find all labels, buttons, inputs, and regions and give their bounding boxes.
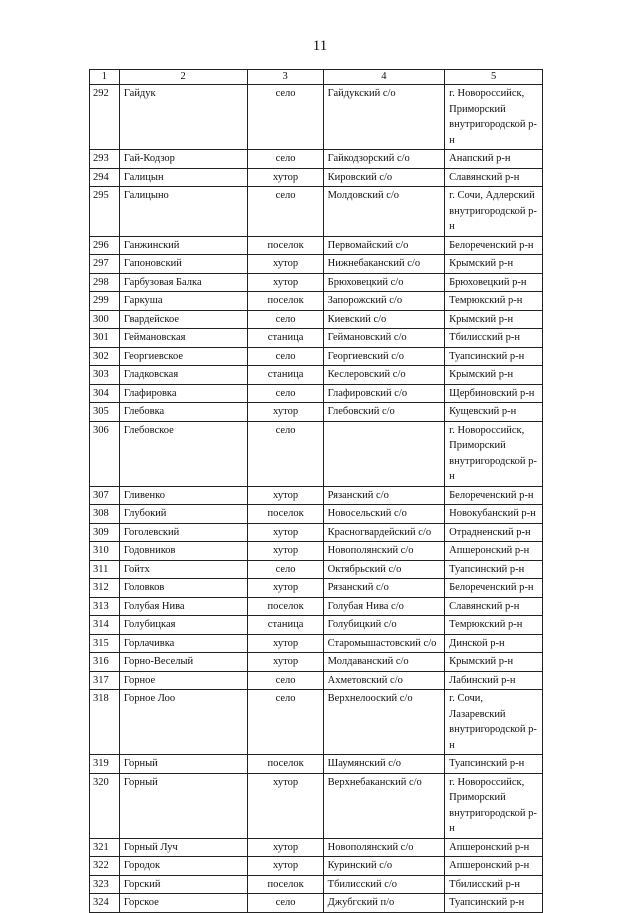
council: Новополянский с/о bbox=[323, 542, 444, 561]
district: Темрюкский р-н bbox=[445, 292, 543, 311]
row-number: 317 bbox=[90, 671, 120, 690]
settlement-type: хутор bbox=[247, 168, 323, 187]
settlement-type: хутор bbox=[247, 634, 323, 653]
district: Белореченский р-н bbox=[445, 486, 543, 505]
row-number: 299 bbox=[90, 292, 120, 311]
settlement-type: село bbox=[247, 421, 323, 486]
row-number: 318 bbox=[90, 690, 120, 755]
header-col-1: 1 bbox=[90, 70, 120, 85]
settlement-name: Горское bbox=[119, 894, 247, 913]
council: Голубая Нива с/о bbox=[323, 597, 444, 616]
district: Славянский р-н bbox=[445, 168, 543, 187]
settlement-type: поселок bbox=[247, 292, 323, 311]
district: Славянский р-н bbox=[445, 597, 543, 616]
table-row bbox=[90, 653, 543, 672]
settlement-type: хутор bbox=[247, 403, 323, 422]
table-row bbox=[90, 616, 543, 635]
row-number: 306 bbox=[90, 421, 120, 486]
district: Анапский р-н bbox=[445, 150, 543, 169]
table-row bbox=[90, 310, 543, 329]
row-number: 305 bbox=[90, 403, 120, 422]
district: Туапсинский р-н bbox=[445, 894, 543, 913]
table-row bbox=[90, 597, 543, 616]
settlement-type: село bbox=[247, 187, 323, 237]
settlement-type: хутор bbox=[247, 255, 323, 274]
settlement-type: поселок bbox=[247, 505, 323, 524]
header-col-5: 5 bbox=[445, 70, 543, 85]
district: Темрюкский р-н bbox=[445, 616, 543, 635]
district: Тбилисский р-н bbox=[445, 329, 543, 348]
row-number: 292 bbox=[90, 85, 120, 150]
district: Динской р-н bbox=[445, 634, 543, 653]
settlement-type: хутор bbox=[247, 857, 323, 876]
district: Тбилисский р-н bbox=[445, 875, 543, 894]
table-row bbox=[90, 875, 543, 894]
district: Лабинский р-н bbox=[445, 671, 543, 690]
settlement-type: хутор bbox=[247, 773, 323, 838]
district: Кущевский р-н bbox=[445, 403, 543, 422]
table-row bbox=[90, 403, 543, 422]
table-row bbox=[90, 347, 543, 366]
row-number: 321 bbox=[90, 838, 120, 857]
council: Красногвардейский с/о bbox=[323, 523, 444, 542]
settlement-name: Гай-Кодзор bbox=[119, 150, 247, 169]
row-number: 295 bbox=[90, 187, 120, 237]
settlement-type: хутор bbox=[247, 486, 323, 505]
table-row bbox=[90, 384, 543, 403]
district: Брюховецкий р-н bbox=[445, 273, 543, 292]
settlement-type: село bbox=[247, 560, 323, 579]
settlement-name: Годовников bbox=[119, 542, 247, 561]
settlement-name: Гаркуша bbox=[119, 292, 247, 311]
council: Шаумянский с/о bbox=[323, 755, 444, 774]
table-row bbox=[90, 857, 543, 876]
settlement-type: хутор bbox=[247, 273, 323, 292]
council: Запорожский с/о bbox=[323, 292, 444, 311]
district: г. Сочи, Адлерский внутригородской р-н bbox=[445, 187, 543, 237]
settlement-type: село bbox=[247, 671, 323, 690]
council: Георгиевский с/о bbox=[323, 347, 444, 366]
table-row bbox=[90, 236, 543, 255]
council: Верхнелооский с/о bbox=[323, 690, 444, 755]
settlement-name: Гоголевский bbox=[119, 523, 247, 542]
row-number: 296 bbox=[90, 236, 120, 255]
council: Гайдукский с/о bbox=[323, 85, 444, 150]
settlement-type: станица bbox=[247, 329, 323, 348]
settlement-name: Георгиевское bbox=[119, 347, 247, 366]
table-row bbox=[90, 187, 543, 237]
settlement-name: Глебовское bbox=[119, 421, 247, 486]
row-number: 311 bbox=[90, 560, 120, 579]
district: Апшеронский р-н bbox=[445, 838, 543, 857]
council: Гайкодзорский с/о bbox=[323, 150, 444, 169]
row-number: 308 bbox=[90, 505, 120, 524]
row-number: 298 bbox=[90, 273, 120, 292]
row-number: 322 bbox=[90, 857, 120, 876]
settlement-type: село bbox=[247, 384, 323, 403]
row-number: 310 bbox=[90, 542, 120, 561]
council: Голубицкий с/о bbox=[323, 616, 444, 635]
table-row bbox=[90, 85, 543, 150]
row-number: 304 bbox=[90, 384, 120, 403]
settlement-type: село bbox=[247, 150, 323, 169]
row-number: 316 bbox=[90, 653, 120, 672]
council: Молдаванский с/о bbox=[323, 653, 444, 672]
page-number: 11 bbox=[312, 38, 328, 54]
table-row bbox=[90, 486, 543, 505]
district: Крымский р-н bbox=[445, 366, 543, 385]
settlement-name: Гойтх bbox=[119, 560, 247, 579]
table-row bbox=[90, 292, 543, 311]
settlement-type: село bbox=[247, 347, 323, 366]
row-number: 297 bbox=[90, 255, 120, 274]
settlement-type: поселок bbox=[247, 597, 323, 616]
settlement-type: станица bbox=[247, 616, 323, 635]
district: г. Новороссийск, Приморский внутригородской р-н bbox=[445, 85, 543, 150]
settlement-name: Гайдук bbox=[119, 85, 247, 150]
council: Октябрьский с/о bbox=[323, 560, 444, 579]
settlement-name: Гапоновский bbox=[119, 255, 247, 274]
district: Отрадненский р-н bbox=[445, 523, 543, 542]
row-number: 293 bbox=[90, 150, 120, 169]
council: Новосельский с/о bbox=[323, 505, 444, 524]
table-row bbox=[90, 273, 543, 292]
table-row bbox=[90, 421, 543, 486]
table-row bbox=[90, 329, 543, 348]
row-number: 302 bbox=[90, 347, 120, 366]
settlement-type: хутор bbox=[247, 523, 323, 542]
district: Туапсинский р-н bbox=[445, 755, 543, 774]
table-header bbox=[90, 70, 543, 85]
table-row bbox=[90, 366, 543, 385]
table-row bbox=[90, 755, 543, 774]
settlement-name: Глебовка bbox=[119, 403, 247, 422]
district: Крымский р-н bbox=[445, 310, 543, 329]
district: Крымский р-н bbox=[445, 653, 543, 672]
council: Глебовский с/о bbox=[323, 403, 444, 422]
council: Глафировский с/о bbox=[323, 384, 444, 403]
row-number: 312 bbox=[90, 579, 120, 598]
table-row bbox=[90, 894, 543, 913]
settlement-name: Ганжинский bbox=[119, 236, 247, 255]
row-number: 301 bbox=[90, 329, 120, 348]
settlement-type: село bbox=[247, 690, 323, 755]
district: г. Новороссийск, Приморский внутригородской р-н bbox=[445, 773, 543, 838]
settlement-name: Головков bbox=[119, 579, 247, 598]
council: Новополянский с/о bbox=[323, 838, 444, 857]
settlement-type: село bbox=[247, 894, 323, 913]
council: Ахметовский с/о bbox=[323, 671, 444, 690]
row-number: 324 bbox=[90, 894, 120, 913]
row-number: 294 bbox=[90, 168, 120, 187]
council: Кировский с/о bbox=[323, 168, 444, 187]
settlement-type: село bbox=[247, 310, 323, 329]
settlement-type: станица bbox=[247, 366, 323, 385]
settlement-name: Горное bbox=[119, 671, 247, 690]
settlement-name: Горный bbox=[119, 773, 247, 838]
district: Туапсинский р-н bbox=[445, 347, 543, 366]
settlement-type: поселок bbox=[247, 755, 323, 774]
settlement-name: Городок bbox=[119, 857, 247, 876]
row-number: 303 bbox=[90, 366, 120, 385]
table-row bbox=[90, 150, 543, 169]
settlement-name: Гарбузовая Балка bbox=[119, 273, 247, 292]
district: Щербиновский р-н bbox=[445, 384, 543, 403]
table-row bbox=[90, 773, 543, 838]
row-number: 315 bbox=[90, 634, 120, 653]
row-number: 320 bbox=[90, 773, 120, 838]
settlement-type: село bbox=[247, 85, 323, 150]
table-row bbox=[90, 671, 543, 690]
table-row bbox=[90, 690, 543, 755]
table-row bbox=[90, 560, 543, 579]
settlement-name: Гладковская bbox=[119, 366, 247, 385]
row-number: 323 bbox=[90, 875, 120, 894]
settlement-name: Голубая Нива bbox=[119, 597, 247, 616]
table-row bbox=[90, 542, 543, 561]
settlement-name: Горлачивка bbox=[119, 634, 247, 653]
row-number: 319 bbox=[90, 755, 120, 774]
header-row bbox=[90, 70, 543, 85]
settlement-name: Гливенко bbox=[119, 486, 247, 505]
settlement-name: Горное Лоо bbox=[119, 690, 247, 755]
district: Новокубанский р-н bbox=[445, 505, 543, 524]
council: Тбилисский с/о bbox=[323, 875, 444, 894]
district: Крымский р-н bbox=[445, 255, 543, 274]
row-number: 300 bbox=[90, 310, 120, 329]
council: Старомышастовский с/о bbox=[323, 634, 444, 653]
district: Туапсинский р-н bbox=[445, 560, 543, 579]
council: Нижнебаканский с/о bbox=[323, 255, 444, 274]
settlement-type: хутор bbox=[247, 653, 323, 672]
council: Верхнебаканский с/о bbox=[323, 773, 444, 838]
settlement-name: Галицыно bbox=[119, 187, 247, 237]
settlement-name: Горский bbox=[119, 875, 247, 894]
council: Куринский с/о bbox=[323, 857, 444, 876]
header-col-4: 4 bbox=[323, 70, 444, 85]
table-row bbox=[90, 168, 543, 187]
council: Киевский с/о bbox=[323, 310, 444, 329]
settlement-name: Горный Луч bbox=[119, 838, 247, 857]
settlement-name: Горный bbox=[119, 755, 247, 774]
district: Белореченский р-н bbox=[445, 236, 543, 255]
table-row bbox=[90, 255, 543, 274]
council: Рязанский с/о bbox=[323, 579, 444, 598]
settlement-name: Геймановская bbox=[119, 329, 247, 348]
settlement-type: хутор bbox=[247, 542, 323, 561]
header-col-2: 2 bbox=[119, 70, 247, 85]
district: Белореченский р-н bbox=[445, 579, 543, 598]
row-number: 314 bbox=[90, 616, 120, 635]
council: Рязанский с/о bbox=[323, 486, 444, 505]
district: г. Сочи, Лазаревский внутригородской р-н bbox=[445, 690, 543, 755]
settlement-type: поселок bbox=[247, 875, 323, 894]
district: г. Новороссийск, Приморский внутригородской р-н bbox=[445, 421, 543, 486]
council: Джубгский п/о bbox=[323, 894, 444, 913]
council bbox=[323, 421, 444, 486]
council: Первомайский с/о bbox=[323, 236, 444, 255]
settlement-type: хутор bbox=[247, 579, 323, 598]
table-row bbox=[90, 579, 543, 598]
settlement-type: поселок bbox=[247, 236, 323, 255]
settlement-name: Галицын bbox=[119, 168, 247, 187]
settlement-name: Глафировка bbox=[119, 384, 247, 403]
table-row bbox=[90, 505, 543, 524]
council: Геймановский с/о bbox=[323, 329, 444, 348]
row-number: 307 bbox=[90, 486, 120, 505]
district: Апшеронский р-н bbox=[445, 542, 543, 561]
council: Кеслеровский с/о bbox=[323, 366, 444, 385]
council: Брюховецкий с/о bbox=[323, 273, 444, 292]
settlement-name: Глубокий bbox=[119, 505, 247, 524]
table-row bbox=[90, 838, 543, 857]
settlement-name: Голубицкая bbox=[119, 616, 247, 635]
settlements-table bbox=[89, 69, 543, 913]
settlement-type: хутор bbox=[247, 838, 323, 857]
council: Молдовский с/о bbox=[323, 187, 444, 237]
header-col-3: 3 bbox=[247, 70, 323, 85]
table-row bbox=[90, 523, 543, 542]
settlement-name: Горно-Веселый bbox=[119, 653, 247, 672]
district: Апшеронский р-н bbox=[445, 857, 543, 876]
table-body bbox=[90, 85, 543, 913]
table-row bbox=[90, 634, 543, 653]
row-number: 309 bbox=[90, 523, 120, 542]
row-number: 313 bbox=[90, 597, 120, 616]
settlement-name: Гвардейское bbox=[119, 310, 247, 329]
